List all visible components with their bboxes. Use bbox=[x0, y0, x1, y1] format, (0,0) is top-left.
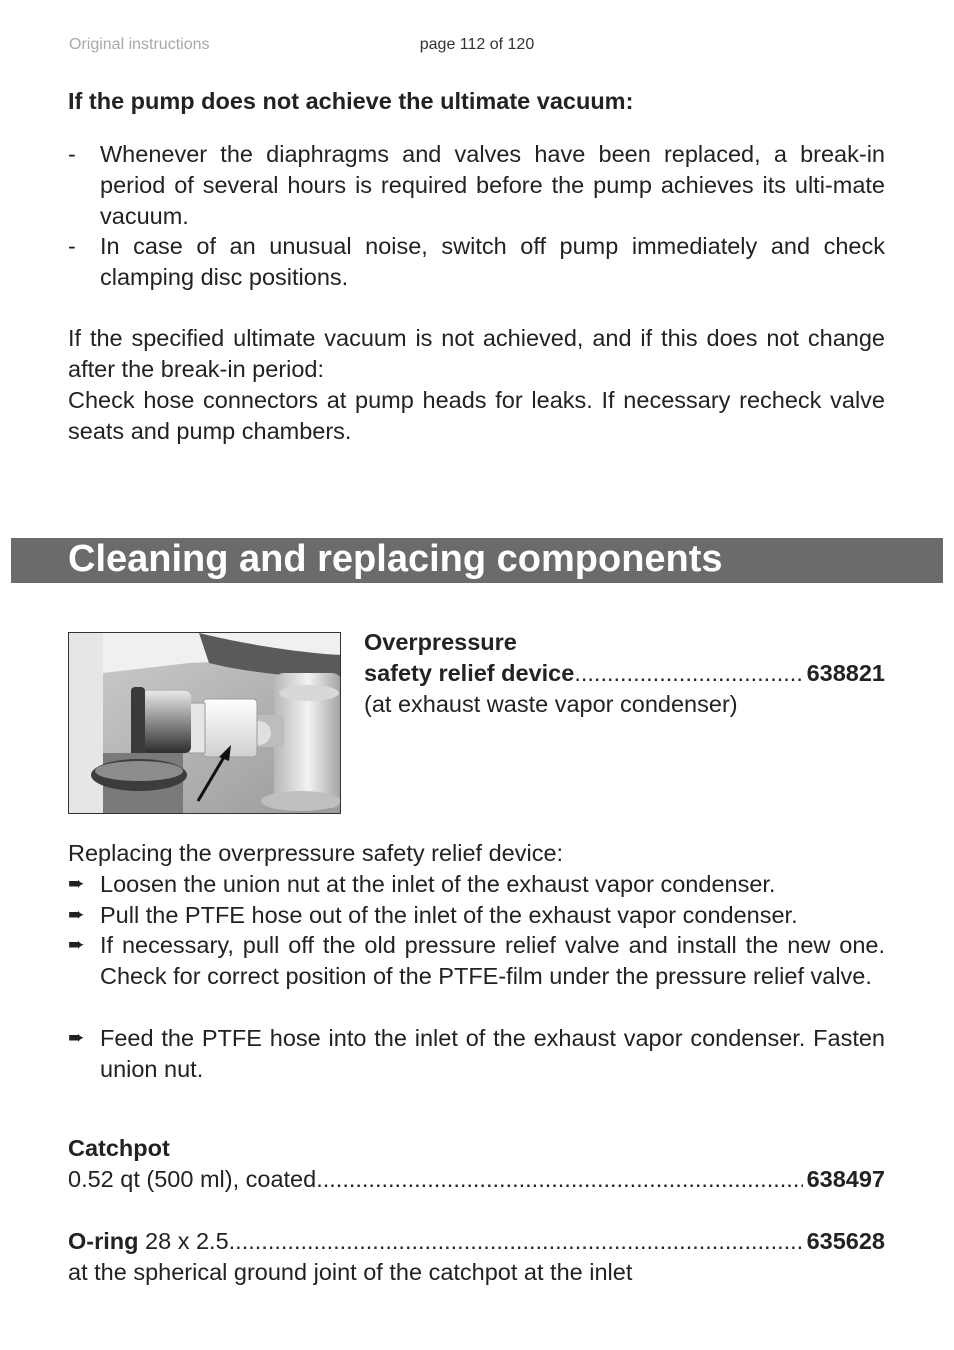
oring-part-line bbox=[68, 1226, 885, 1257]
arrow-right-icon: ➨ bbox=[68, 934, 85, 956]
vacuum-paragraph-2: Check hose connectors at pump heads for leaks. If necessary recheck valve seats and pump chambers. bbox=[68, 387, 885, 444]
oring-name: O-ring bbox=[68, 1228, 139, 1254]
document-label: Original instructions bbox=[69, 36, 210, 53]
arrow-right-icon: ➨ bbox=[68, 904, 85, 926]
relief-name-line2: safety relief device bbox=[364, 660, 575, 686]
step-3-text: If necessary, pull off the old pressure relief valve and install the new one. Check for correct position of the PTFE-film under the pressure relief valve. bbox=[100, 932, 885, 989]
vacuum-bullet-1 bbox=[68, 139, 885, 232]
steps-intro: Replacing the overpressure safety relief device: bbox=[68, 840, 564, 866]
dot-leader bbox=[574, 658, 802, 689]
relief-part-line bbox=[364, 658, 885, 689]
dash-marker: - bbox=[68, 141, 76, 167]
section-banner bbox=[11, 538, 943, 583]
relief-part-number: 638821 bbox=[806, 660, 885, 686]
arrow-right-icon: ➨ bbox=[68, 873, 85, 895]
oring-part-number: 635628 bbox=[806, 1228, 885, 1254]
dot-leader bbox=[229, 1226, 803, 1257]
catchpot-part-line bbox=[68, 1164, 885, 1195]
catchpot-part-number: 638497 bbox=[806, 1166, 885, 1192]
catchpot-description: 0.52 qt (500 ml), coated bbox=[68, 1166, 317, 1192]
arrow-right-icon: ➨ bbox=[68, 1027, 85, 1049]
dot-leader bbox=[316, 1164, 802, 1195]
step-1 bbox=[68, 869, 885, 900]
step-2-text: Pull the PTFE hose out of the inlet of the exhaust vapor condenser. bbox=[100, 902, 798, 928]
step-2 bbox=[68, 900, 885, 931]
step-4 bbox=[68, 1023, 885, 1085]
vacuum-bullet-1-text: Whenever the diaphragms and valves have been replaced, a break-in period of several hours is required before the pump achieves its ulti-mate vacuum. bbox=[100, 141, 885, 229]
vacuum-heading: If the pump does not achieve the ultimate vacuum: bbox=[68, 88, 634, 114]
oring-note: at the spherical ground joint of the catchpot at the inlet bbox=[68, 1259, 633, 1285]
pressure-relief-valve-photo-icon bbox=[69, 633, 341, 814]
section-title: Cleaning and replacing components bbox=[68, 538, 723, 580]
step-1-text: Loosen the union nut at the inlet of the exhaust vapor condenser. bbox=[100, 871, 776, 897]
step-4-text: Feed the PTFE hose into the inlet of the exhaust vapor condenser. Fasten union nut. bbox=[100, 1025, 885, 1082]
pressure-relief-valve-photo bbox=[68, 632, 341, 814]
relief-name-line1: Overpressure bbox=[364, 629, 517, 655]
dash-marker: - bbox=[68, 233, 76, 259]
relief-location: (at exhaust waste vapor condenser) bbox=[364, 691, 738, 717]
catchpot-heading: Catchpot bbox=[68, 1135, 170, 1161]
vacuum-bullet-2-text: In case of an unusual noise, switch off pump immediately and check clamping disc positions. bbox=[100, 233, 885, 290]
vacuum-paragraph-1: If the specified ultimate vacuum is not achieved, and if this does not change after the break-in period: bbox=[68, 325, 885, 382]
page-number: page 112 of 120 bbox=[419, 36, 535, 53]
oring-size: 28 x 2.5 bbox=[138, 1228, 229, 1254]
vacuum-bullet-2 bbox=[68, 231, 885, 293]
step-3 bbox=[68, 930, 885, 992]
